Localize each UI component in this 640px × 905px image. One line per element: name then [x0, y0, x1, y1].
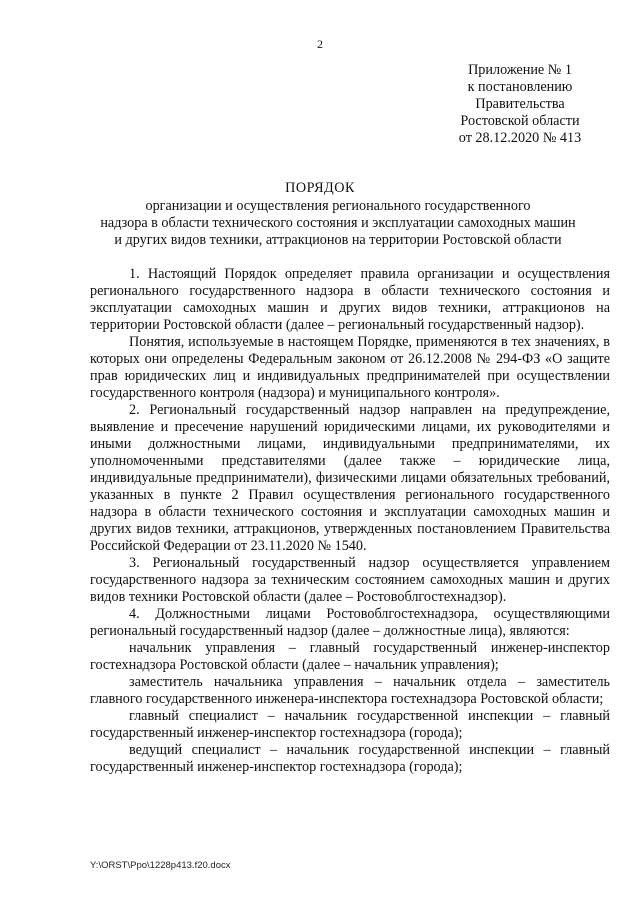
paragraph: 1. Настоящий Порядок определяет правила организации и осуществления регионального государственного надзора в области технического состояния и эксплуатации самоходных машин и других видов техники, аттракционов на территории Ростовской области (далее – региональный государственный надзор). [90, 266, 610, 333]
paragraph: Понятия, используемые в настоящем Порядке, применяются в тех значениях, в которых они определены Федеральным законом от 26.12.2008 № 294-ФЗ «О защите прав юридических лиц и индивидуальных предпринимателей при осуществлении государственного контроля (надзора) и муниципального контроля». [90, 334, 610, 401]
document-title: ПОРЯДОК [285, 180, 355, 196]
paragraph: главный специалист – начальник государственной инспекции – главный государственный инженер-инспектор гостехнадзора (города); [90, 708, 610, 741]
appendix-line: Ростовской области [460, 113, 580, 129]
subtitle-line: надзора в области технического состояния и эксплуатации самоходных машин [100, 215, 576, 231]
appendix-block [430, 62, 610, 147]
appendix-line: к постановлению [467, 79, 573, 95]
paragraph: 4. Должностными лицами Ростовоблгостехнадзора, осуществляющими региональный государственный надзор (далее – должностные лица), являются: [90, 606, 610, 639]
appendix-line: от 28.12.2020 № 413 [458, 130, 582, 146]
appendix-line: Правительства [475, 96, 565, 112]
file-path-footer: Y:\ORST\Ppo\1228p413.f20.docx [90, 860, 231, 871]
paragraph: 2. Региональный государственный надзор направлен на предупреждение, выявление и пресечение нарушений юридическими лицами, их руководителями и иными должностными лицами, индивидуальными предпринимателями, их уполномоченными представителями (далее также – юридические лица, индивидуальные предприниматели), физическими лицами обязательных требований, указанных в пункте 2 Правил осуществления регионального государственного надзора в области технического состояния и эксплуатации самоходных машин и других видов техники, аттракционов, утвержденных постановлением Правительства Российской Федерации от 23.11.2020 № 1540. [90, 402, 610, 554]
appendix-line: Приложение № 1 [468, 62, 572, 78]
subtitle-line: организации и осуществления регионального государственного [145, 198, 531, 214]
document-subtitle [80, 198, 596, 249]
paragraph: 3. Региональный государственный надзор осуществляется управлением государственного надзора за техническим состоянием самоходных машин и других видов техники Ростовской области (далее – Ростовоблгостехнадзор). [90, 555, 610, 605]
paragraph: ведущий специалист – начальник государственной инспекции – главный государственный инженер-инспектор гостехнадзора (города); [90, 742, 610, 775]
paragraph: начальник управления – главный государственный инженер-инспектор гостехнадзора Ростовской области (далее – начальник управления); [90, 640, 610, 673]
document-body [90, 266, 610, 776]
page-number: 2 [317, 37, 323, 51]
paragraph: заместитель начальника управления – начальник отдела – заместитель главного государственного инженера-инспектора гостехнадзора Ростовской области; [90, 674, 610, 707]
subtitle-line: и других видов техники, аттракционов на территории Ростовской области [114, 232, 562, 248]
